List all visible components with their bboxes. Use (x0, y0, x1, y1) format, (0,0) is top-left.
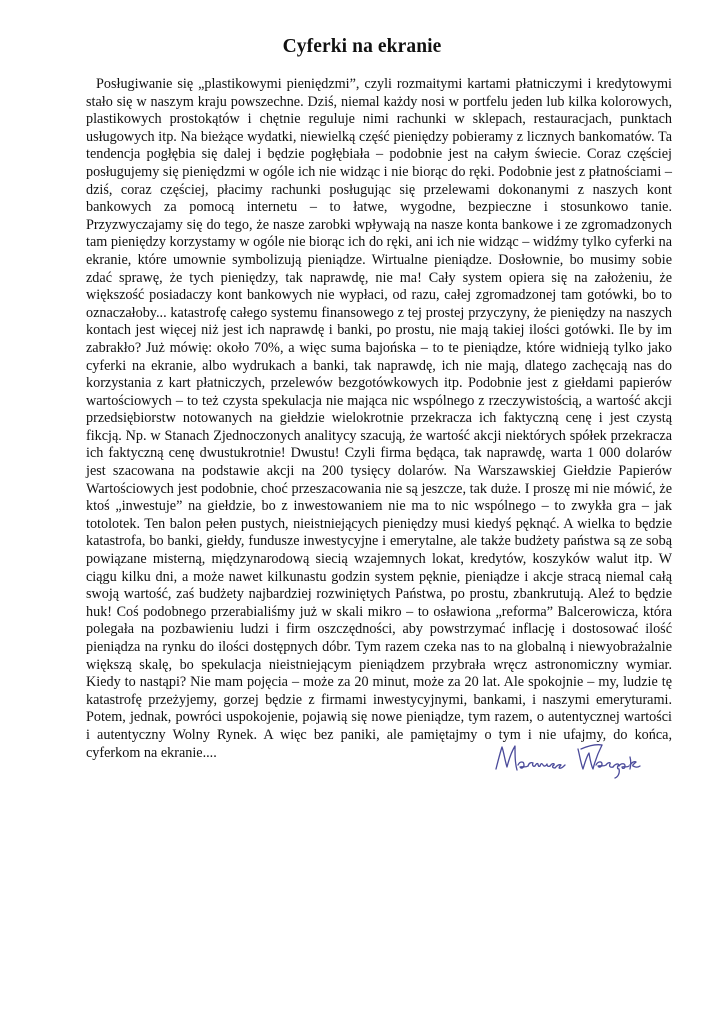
document-body: Posługiwanie się „plastikowymi pieniędzmi”, czyli rozmaitymi kartami płatniczymi i kredytowymi stało się w naszym kraju powszechne. Dziś, niemal każdy nosi w portfelu jeden lub kilka kolorowych, plastikowych prostokątów i chętnie reguluje nimi rachunki w sklepach, restauracjach, punktach usługowych itp. Na bieżące wydatki, niewielką część pieniędzy pobieramy z licznych bankomatów. Ta tendencja pogłębia się dalej i będzie pogłębiała – podobnie jest na całym świecie. Coraz częściej posługujemy się pieniędzmi w ogóle ich nie widząc i nie biorąc do ręki. Podobnie jest z płatnościami – dziś, coraz częściej, płacimy rachunki posługując się przelewami dokonanymi z naszych kont bankowych za pomocą internetu – to łatwe, wygodne, bezpieczne i stosunkowo tanie. Przyzwyczajamy się do tego, że nasze zarobki wpływają na nasze konta bankowe i ze zgromadzonych tam pieniędzy korzystamy w ogóle nie biorąc ich do ręki, ani ich nie widząc – widźmy tylko cyferki na ekranie, które umownie symbolizują pieniądze. Wirtualne pieniądze. Dosłownie, bo musimy sobie zdać sprawę, że tych pieniędzy, tak naprawdę, nie ma! Cały system opiera się na założeniu, że większość posiadaczy kont bankowych nie wypłaci, od razu, całej zgromadzonej tam gotówki, bo to oznaczałoby... katastrofę całego systemu finansowego z tej prostej przyczyny, że pieniędzy na naszych kontach jest więcej niż jest ich naprawdę i banki, po prostu, nie mają takiej ilości gotówki. Ile by im zabrakło? Już mówię: około 70%, a więc suma bajońska – to te pieniądze, które widnieją tylko jako cyferki na ekranie, albo wydrukach a banki, tak naprawdę, ich nie mają, dlatego zachęcają nas do korzystania z kart płatniczych, przelewów bezgotówkowych itp. Podobnie jest z giełdami papierów wartościowych – to też czysta spekulacja nie mająca nic wspólnego z rzeczywistością, a wartość akcji przedsiębiorstw notowanych na giełdzie wielokrotnie przekracza ich faktyczną cenę i jest czystą fikcją. Np. w Stanach Zjednoczonych analitycy szacują, że wartość akcji niektórych spółek przekracza ich faktyczną cenę dwustukrotnie! Dwustu! Czyli firma będąca, tak naprawdę, warta 1 000 dolarów jest szacowana na podstawie akcji na 200 tysięcy dolarów. Na Warszawskiej Giełdzie Papierów Wartościowych jest podobnie, choć przeszacowania nie są jeszcze, tak duże. I proszę mi nie mówić, że ktoś „inwestuje” na giełdzie, bo z inwestowaniem nie ma to nic wspólnego – to zwykła gra – jak totolotek. Ten balon pełen pustych, nieistniejących pieniędzy musi kiedyś pęknąć. A wielka to będzie katastrofa, bo banki, giełdy, fundusze inwestycyjne i emerytalne, ale także budżety państwa są ze sobą powiązane misterną, międzynarodową siecią wzajemnych lokat, kredytów, koszyków walut itp. W ciągu kilku dni, a może nawet kilkunastu godzin system pęknie, pieniądze i akcje stracą niemal całą swoją wartość, zaś budżety najbardziej rozwiniętych Państwa, po prostu, zbankrutują. Aleź to będzie huk! Coś podobnego przerabialiśmy już w skali mikro – to osławiona „reforma” Balcerowicza, która polegała na pozbawieniu ludzi i firm oszczędności, aby powstrzymać inflację i dostosować ilość pieniądza na rynku do ilości dostępnych dóbr. Tym razem czeka nas to na globalną i niewyobrażalnie większą skalę, bo spekulacja nieistniejącym pieniądzem przybrała wręcz astronomiczny wymiar. Kiedy to nastąpi? Nie mam pojęcia – może za 20 minut, może za 20 lat. Ale spokojnie – my, ludzie tę katastrofę przeżyjemy, gorzej będzie z firmami inwestycyjnymi, bankami, i naszymi emeryturami. Potem, jednak, powróci uspokojenie, pojawią się nowe pieniądze, tym razem, o autentycznej wartości i autentyczny Wolny Rynek. A więc bez paniki, ale pamiętajmy o tym i nie ufajmy, do końca, cyferkom na ekranie.... (86, 76, 672, 761)
handwritten-signature (488, 735, 658, 783)
signature-drawing (488, 735, 658, 783)
document-title: Cyferki na ekranie (282, 36, 442, 57)
